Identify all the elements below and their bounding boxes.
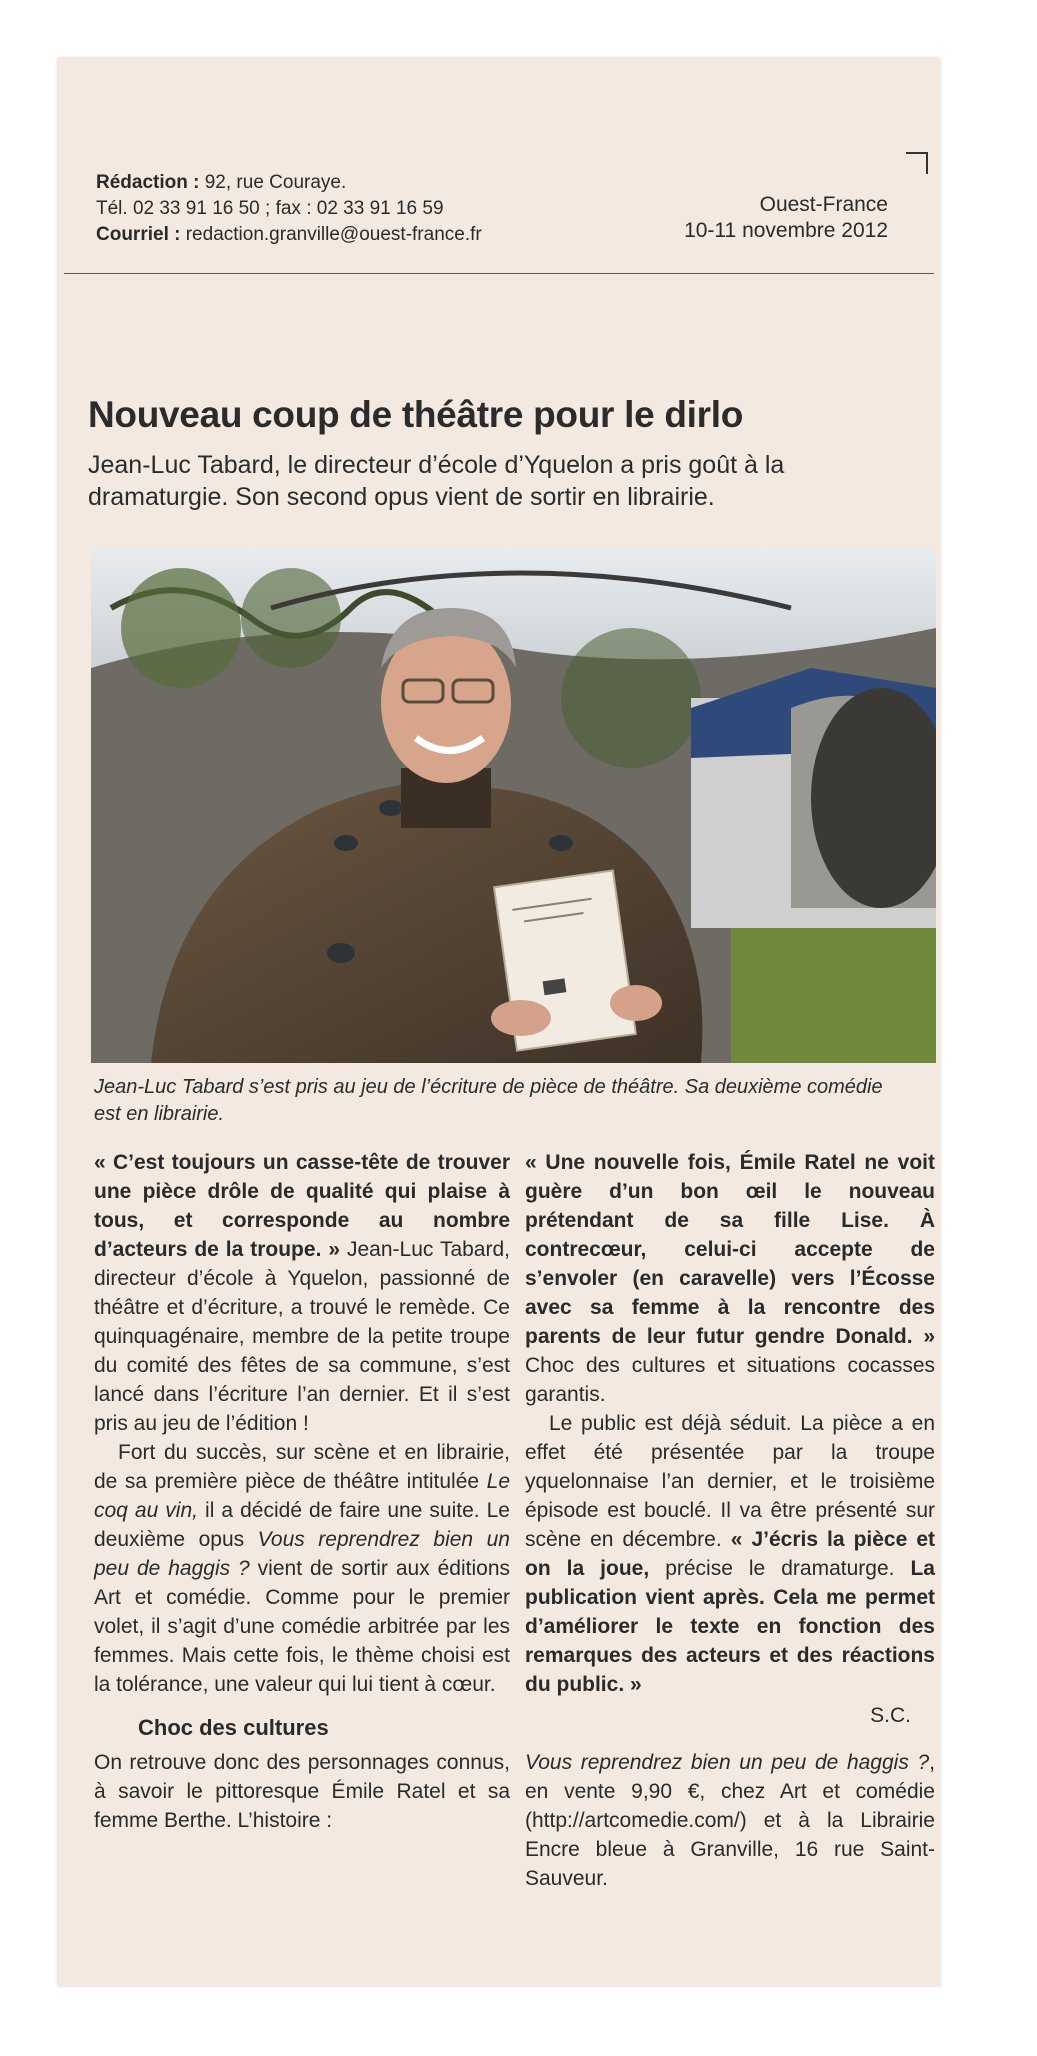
newspaper-clipping [58,58,940,1986]
newspaper-name: Ouest-France [759,193,888,216]
paragraph-intro [94,1148,510,1438]
article-headline: Nouveau coup de théâtre pour le dirlo [88,394,743,435]
photo-caption: Jean-Luc Tabard s’est pris au jeu de l’écriture de pièce de théâtre. Sa deuxième comédie est en librairie. [94,1076,883,1125]
info-book-title: Vous reprendrez bien un peu de haggis ? [525,1751,930,1774]
article-subhead: Jean-Luc Tabard, le directeur d’école d’Yquelon a pris goût à la dramaturgie. Son second opus vient de sortir en librairie. [88,451,785,511]
intro-text: Jean-Luc Tabard, directeur d’école à Yquelon, passionné de théâtre et d’écriture, a trouvé le remède. Ce quinquagénaire, membre de la petite troupe du comité des fêtes de sa commune, s’est lancé dans l’écriture l’an dernier. Et il s’est pris au jeu de l’édition ! [94,1238,510,1435]
histoire-text: Choc des cultures et situations cocasses garantis. [525,1354,935,1406]
redaction-line [96,170,482,196]
public-text: Le public est déjà séduit. La pièce a en effet été présentée par la troupe yquelonnaise l’an dernier, et le troisième épisode est bouclé. Il va être présenté sur scène en décembre. [525,1412,935,1551]
photo-man-holding-book [91,548,936,1063]
public-text-mid: précise le dramaturge. [649,1557,911,1580]
author-signature: S.C. [870,1704,911,1727]
section-subtitle: Choc des cultures [138,1715,329,1740]
redaction-value: 92, rue Couraye. [199,172,347,193]
publication-date: 10-11 novembre 2012 [684,219,888,242]
paragraph-histoire [525,1148,935,1409]
article-photo [91,548,936,1063]
intro-quote: « C’est toujours un casse-tête de trouver une pièce drôle de qualité qui plaise à tous, et corresponde au nombre d’acteurs de la troupe. » [94,1151,510,1261]
contact-block [96,170,482,248]
public-quote-1: « J’écris la pièce et on la joue, [525,1528,935,1580]
tel-line: Tél. 02 33 91 16 50 ; fax : 02 33 91 16 59 [96,198,444,219]
paragraph-public [525,1409,935,1699]
paragraph-succes [94,1438,510,1699]
article-column-right [525,1148,935,1893]
succes-text-c: vient de sortir aux éditions Art et comédie. Comme pour le premier volet, il s’agit d’une comédie arbitrée par les femmes. Mais cette fois, le thème choisi est la tolérance, une valeur qui lui tient à cœur. [94,1557,511,1696]
article-column-left [94,1148,510,1835]
play-title-2: Vous reprendrez bien un peu de haggis ? [94,1528,510,1580]
publication-block [684,192,888,244]
succes-text-a: Fort du succès, sur scène et en librairie, de sa première pièce de théâtre intitulée [94,1441,510,1493]
courriel-value: redaction.granville@ouest-france.fr [180,224,482,245]
public-quote-2: La publication vient après. Cela me permet d’améliorer le texte en fonction des remarques des acteurs et des réactions du public. » [525,1557,935,1696]
crop-mark [906,152,928,174]
info-text: , en vente 9,90 €, chez Art et comédie (http://artcomedie.com/) et à la Librairie Encre bleue à Granville, 16 rue Saint-Sauveur. [525,1751,935,1890]
paragraph-personnages: On retrouve donc des personnages connus, à savoir le pittoresque Émile Ratel et sa femme Berthe. L’histoire : [94,1751,510,1832]
courriel-label: Courriel : [96,224,181,245]
histoire-quote: « Une nouvelle fois, Émile Ratel ne voit guère d’un bon œil le nouveau prétendant de sa fille Lise. À contrecœur, celui-ci accepte de s’envoler (en caravelle) vers l’Écosse avec sa femme à la rencontre des parents de leur futur gendre Donald. » [525,1151,935,1348]
play-title-1: Le coq au vin, [94,1470,510,1522]
succes-text-b: il a décidé de faire une suite. Le deuxième opus [94,1499,510,1551]
practical-info [525,1748,935,1893]
redaction-label: Rédaction : [96,172,200,193]
header-divider [64,273,934,274]
courriel-line [96,222,482,248]
